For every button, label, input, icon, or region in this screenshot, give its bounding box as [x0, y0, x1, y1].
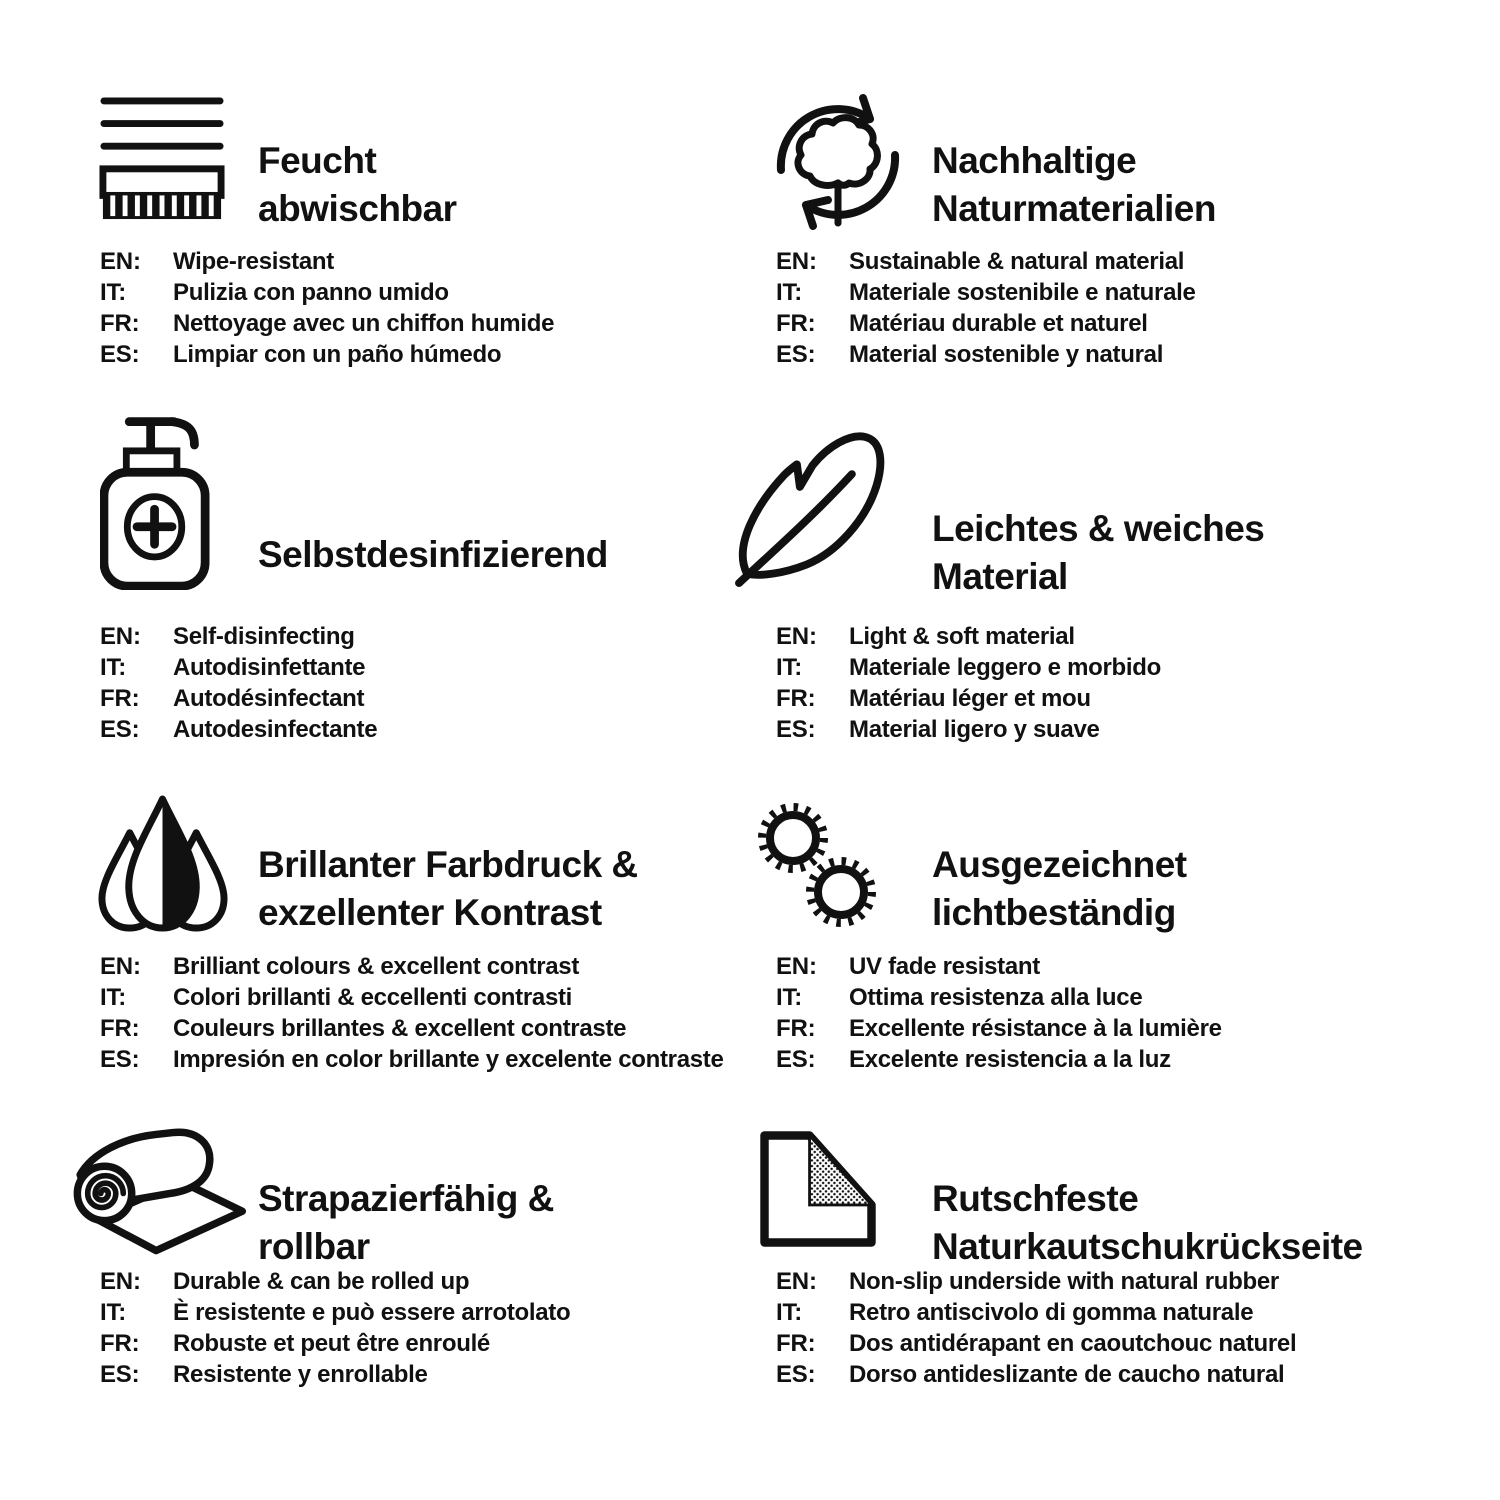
wipe-brush-icon [98, 94, 226, 222]
translation-row [776, 1359, 1296, 1390]
language-label: EN: [100, 248, 141, 275]
language-label: ES: [776, 1361, 816, 1388]
translation-text: Resistente y enrollable [173, 1361, 428, 1388]
translation-row [100, 652, 377, 683]
soap-dispenser-icon [100, 410, 212, 590]
translation-list [100, 246, 554, 370]
translation-list [100, 1266, 570, 1390]
language-label: IT: [776, 1299, 803, 1326]
language-label: IT: [100, 654, 127, 681]
language-label: FR: [776, 310, 816, 337]
translation-list [776, 621, 1161, 745]
section-title: Brillanter Farbdruck & exzellenter Kontrast [258, 843, 638, 933]
feature-section-non-slip [755, 1120, 1475, 1500]
translation-list [776, 1266, 1296, 1390]
section-title: Strapazierfähig & rollbar [258, 1177, 554, 1267]
translation-row [100, 1328, 570, 1359]
rolled-mat-icon [68, 1125, 246, 1261]
translation-text: Durable & can be rolled up [173, 1268, 470, 1295]
language-label: EN: [776, 953, 817, 980]
language-label: EN: [776, 623, 817, 650]
feather-icon [733, 428, 905, 590]
translation-text: Dos antidérapant en caoutchouc naturel [849, 1330, 1297, 1357]
translation-row [100, 1013, 724, 1044]
language-label: ES: [776, 1046, 816, 1073]
section-title: Rutschfeste Naturkautschukrückseite [932, 1177, 1363, 1267]
translation-row [100, 714, 377, 745]
translation-row [100, 1297, 570, 1328]
translation-row [100, 951, 724, 982]
language-label: ES: [100, 341, 140, 368]
translation-row [100, 1044, 724, 1075]
translation-row [100, 246, 554, 277]
translation-text: Autodesinfectante [173, 716, 378, 743]
translation-text: Robuste et peut être enroulé [173, 1330, 490, 1357]
translation-row [776, 621, 1161, 652]
translation-text: Sustainable & natural material [849, 248, 1185, 275]
translation-text: Material sostenible y natural [849, 341, 1164, 368]
translation-text: Non-slip underside with natural rubber [849, 1268, 1279, 1295]
translation-row [776, 1297, 1296, 1328]
translation-row [100, 308, 554, 339]
sun-gears-icon [748, 793, 883, 933]
translation-row [100, 621, 377, 652]
translation-text: Matériau léger et mou [849, 685, 1091, 712]
translation-row [100, 339, 554, 370]
section-title: Leichtes & weiches Material [932, 507, 1265, 597]
translation-text: Excelente resistencia a la luz [849, 1046, 1171, 1073]
language-label: FR: [776, 1330, 816, 1357]
translation-list [100, 621, 377, 745]
translation-row [776, 683, 1161, 714]
language-label: IT: [776, 654, 803, 681]
translation-text: Ottima resistenza alla luce [849, 984, 1143, 1011]
language-label: IT: [100, 1299, 127, 1326]
translation-row [776, 982, 1222, 1013]
translation-row [776, 339, 1196, 370]
translation-text: Materiale leggero e morbido [849, 654, 1161, 681]
translation-row [776, 951, 1222, 982]
section-title: Ausgezeichnet lichtbeständig [932, 843, 1187, 933]
language-label: IT: [776, 279, 803, 306]
language-label: FR: [776, 685, 816, 712]
translation-text: Materiale sostenibile e naturale [849, 279, 1196, 306]
translation-row [100, 277, 554, 308]
translation-text: Autodisinfettante [173, 654, 366, 681]
translation-text: Impresión en color brillante y excelente contraste [173, 1046, 724, 1073]
translation-text: Pulizia con panno umido [173, 279, 449, 306]
translation-text: UV fade resistant [849, 953, 1040, 980]
translation-text: Matériau durable et naturel [849, 310, 1148, 337]
translation-text: Brilliant colours & excellent contrast [173, 953, 580, 980]
feature-section-brilliant-print [95, 790, 815, 1170]
translation-text: Colori brillanti & eccellenti contrasti [173, 984, 573, 1011]
language-label: EN: [100, 953, 141, 980]
language-label: IT: [100, 984, 127, 1011]
translation-row [776, 308, 1196, 339]
translation-text: Wipe-resistant [173, 248, 334, 275]
translation-text: Limpiar con un paño húmedo [173, 341, 502, 368]
translation-row [100, 982, 724, 1013]
translation-row [776, 652, 1161, 683]
language-label: FR: [100, 685, 140, 712]
language-label: EN: [100, 623, 141, 650]
language-label: ES: [100, 1046, 140, 1073]
feature-section-self-disinfecting [95, 405, 815, 785]
language-label: ES: [776, 716, 816, 743]
translation-row [100, 683, 377, 714]
translation-row [100, 1266, 570, 1297]
translation-text: Self-disinfecting [173, 623, 355, 650]
translation-row [776, 1013, 1222, 1044]
language-label: FR: [776, 1015, 816, 1042]
translation-row [776, 714, 1161, 745]
feature-section-durable-rollable [95, 1120, 815, 1500]
translation-text: Light & soft material [849, 623, 1075, 650]
translation-list [776, 951, 1222, 1075]
feature-section-lightfast [755, 790, 1475, 1170]
language-label: ES: [100, 1361, 140, 1388]
ink-drops-icon [96, 795, 230, 934]
translation-text: Material ligero y suave [849, 716, 1100, 743]
translation-row [776, 1044, 1222, 1075]
folded-corner-icon [757, 1128, 879, 1250]
translation-text: Retro antiscivolo di gomma naturale [849, 1299, 1254, 1326]
translation-row [776, 277, 1196, 308]
translation-text: Dorso antideslizante de caucho natural [849, 1361, 1285, 1388]
translation-row [776, 246, 1196, 277]
translation-row [776, 1328, 1296, 1359]
section-title: Nachhaltige Naturmaterialien [932, 139, 1216, 229]
translation-text: È resistente e può essere arrotolato [173, 1299, 571, 1326]
translation-list [100, 951, 724, 1075]
language-label: EN: [776, 248, 817, 275]
language-label: ES: [100, 716, 140, 743]
feature-section-light-soft [755, 405, 1475, 785]
language-label: FR: [100, 1330, 140, 1357]
section-title: Feucht abwischbar [258, 139, 457, 229]
translation-row [776, 1266, 1296, 1297]
translation-text: Couleurs brillantes & excellent contraste [173, 1015, 627, 1042]
translation-text: Nettoyage avec un chiffon humide [173, 310, 555, 337]
section-title: Selbstdesinfizierend [258, 533, 608, 575]
language-label: EN: [776, 1268, 817, 1295]
translation-list [776, 246, 1196, 370]
language-label: ES: [776, 341, 816, 368]
language-label: IT: [100, 279, 127, 306]
language-label: IT: [776, 984, 803, 1011]
translation-row [100, 1359, 570, 1390]
language-label: EN: [100, 1268, 141, 1295]
language-label: FR: [100, 310, 140, 337]
recycle-tree-icon [768, 92, 908, 232]
translation-text: Autodésinfectant [173, 685, 365, 712]
translation-text: Excellente résistance à la lumière [849, 1015, 1222, 1042]
language-label: FR: [100, 1015, 140, 1042]
